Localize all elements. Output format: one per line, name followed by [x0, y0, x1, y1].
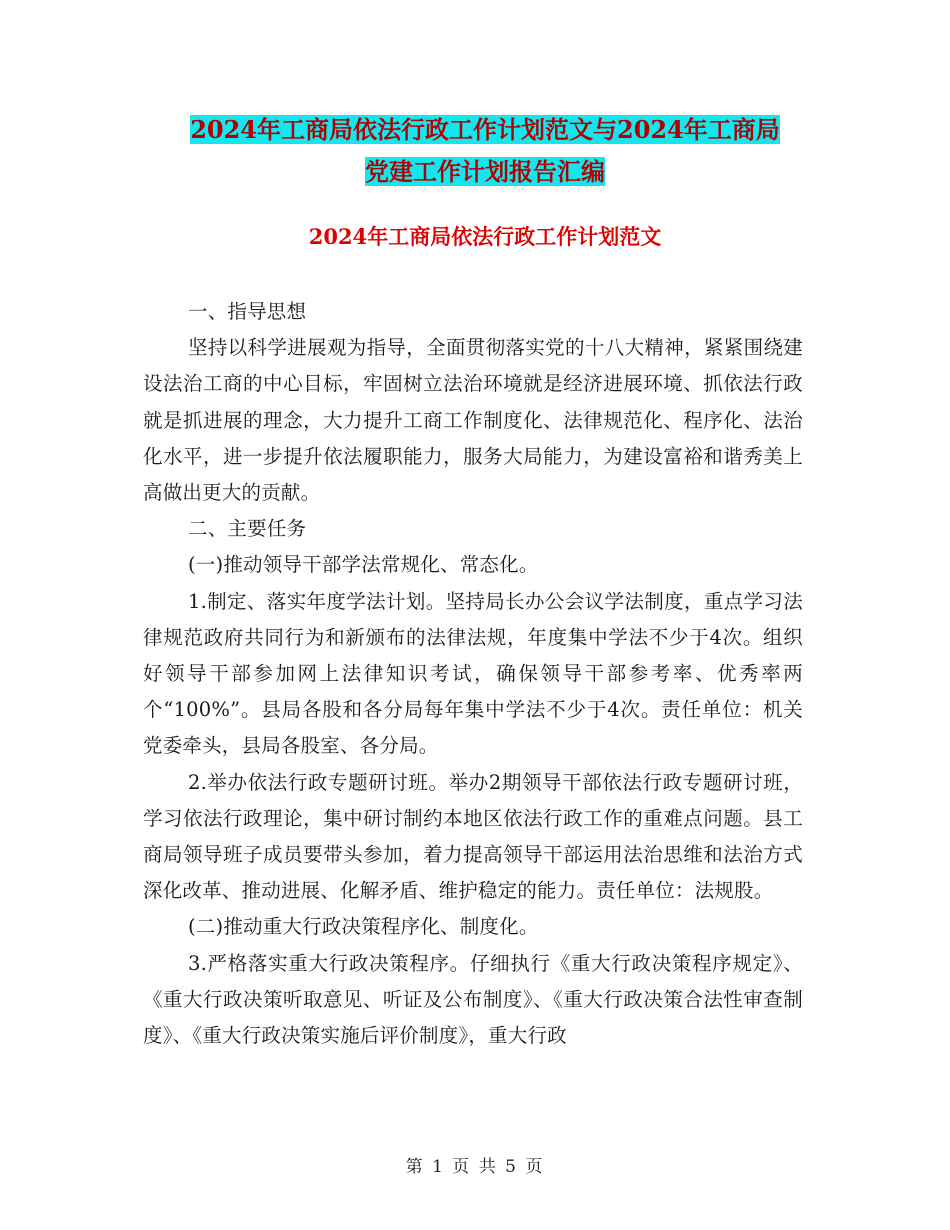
paragraph: 3.严格落实重大行政决策程序。仔细执行《重大行政决策程序规定》、《重大行政决策听取意见、听证及公布制度》、《重大行政决策合法性审查制度》、《重大行政决策实施后评价制度》，重大行政 — [143, 951, 803, 1048]
paragraph: 坚持以科学进展观为指导，全面贯彻落实党的十八大精神，紧紧围绕建设法治工商的中心目标，牢固树立法治环境就是经济进展环境、抓依法行政就是抓进展的理念，大力提升工商工作制度化、法律规范化、程序化、法治化水平，进一步提升依法履职能力，服务大局能力，为建设富裕和谐秀美上高做出更大的贡献。 — [143, 336, 803, 505]
subheading: (一)推动领导干部学法常规化、常态化。 — [188, 553, 539, 577]
title-highlight: 2024年工商局依法行政工作计划范文与2024年工商局 — [190, 115, 780, 144]
heading-main-tasks: 二、主要任务 — [188, 517, 307, 541]
title-highlight: 党建工作计划报告汇编 — [365, 157, 605, 186]
page-footer: 第 1 页 共 5 页 — [405, 1157, 545, 1177]
paragraph: 2.举办依法行政专题研讨班。举办2期领导干部依法行政专题研讨班，学习依法行政理论，集中研讨制约本地区依法行政工作的重难点问题。县工商局领导班子成员要带头参加，着力提高领导干部运用法治思维和法治方式深化改革、推动进展、化解矛盾、维护稳定的能力。责任单位：法规股。 — [143, 770, 803, 903]
document-title-line-1 — [140, 110, 830, 150]
paragraph: 1.制定、落实年度学法计划。坚持局长办公会议学法制度，重点学习法律规范政府共同行为和新颁布的法律法规，年度集中学法不少于4次。组织好领导干部参加网上法律知识考试，确保领导干部参考率、优秀率两个“100%”。县局各股和各分局每年集中学法不少于4次。责任单位：机关党委牵头，县局各股室、各分局。 — [143, 589, 803, 758]
subheading: (二)推动重大行政决策程序化、制度化。 — [188, 915, 539, 939]
document-body — [143, 294, 803, 1054]
document-title-line-2 — [140, 152, 830, 192]
heading-guiding-ideology: 一、指导思想 — [188, 300, 307, 323]
section-title: 2024年工商局依法行政工作计划范文 — [308, 224, 662, 249]
